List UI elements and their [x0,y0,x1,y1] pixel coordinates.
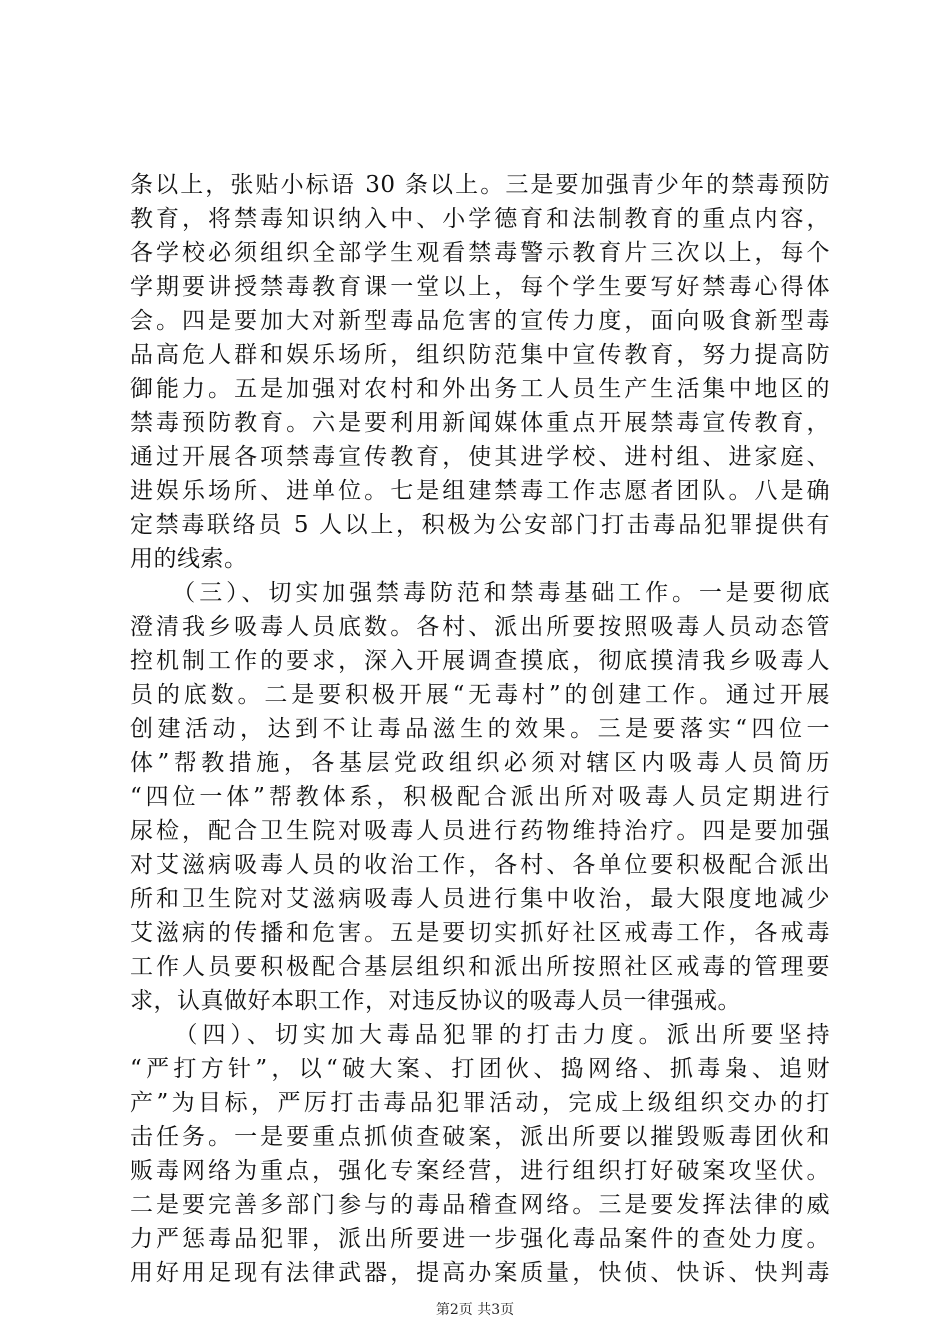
paragraph-heading-4: （四）、切实加大毒品犯罪的打击力度。派出所要坚持 [130,1022,830,1048]
text-line: 艾滋病的传播和危害。五是要切实抓好社区戒毒工作，各戒毒 [130,920,830,946]
text-line: “严打方针”，以“破大案、打团伙、捣网络、抓毒枭、追财 [130,1056,830,1082]
text-line: 控机制工作的要求，深入开展调查摸底，彻底摸清我乡吸毒人 [130,648,830,674]
text-line: 澄清我乡吸毒人员底数。各村、派出所要按照吸毒人员动态管 [130,614,830,640]
text-line: 力严惩毒品犯罪，派出所要进一步强化毒品案件的查处力度。 [130,1226,830,1252]
text-line: 创建活动，达到不让毒品滋生的效果。三是要落实“四位一 [130,716,830,742]
text-line: 教育，将禁毒知识纳入中、小学德育和法制教育的重点内容， [130,206,830,232]
text-line: “四位一体”帮教体系，积极配合派出所对吸毒人员定期进行 [130,784,830,810]
text-line: 体”帮教措施，各基层党政组织必须对辖区内吸毒人员简历 [130,750,830,776]
text-line: 工作人员要积极配合基层组织和派出所按照社区戒毒的管理要 [130,954,830,980]
text-line: 通过开展各项禁毒宣传教育，使其进学校、进村组、进家庭、 [130,444,830,470]
text-line: 对艾滋病吸毒人员的收治工作，各村、各单位要积极配合派出 [130,852,830,878]
text-line: 学期要讲授禁毒教育课一堂以上，每个学生要写好禁毒心得体 [130,274,830,300]
text-line: 品高危人群和娱乐场所，组织防范集中宣传教育，努力提高防 [130,342,830,368]
text-line: 条以上，张贴小标语 30 条以上。三是要加强青少年的禁毒预防 [130,172,830,198]
page-footer: 第2页 共3页 [435,1302,515,1318]
text-line: 各学校必须组织全部学生观看禁毒警示教育片三次以上，每个 [130,240,830,266]
text-line: 求，认真做好本职工作，对违反协议的吸毒人员一律强戒。 [130,988,741,1014]
text-line: 用好用足现有法律武器，提高办案质量，快侦、快诉、快判毒 [130,1260,830,1286]
text-line: 贩毒网络为重点，强化专案经营，进行组织打好破案攻坚伏。 [130,1158,830,1184]
text-line: 员的底数。二是要积极开展“无毒村”的创建工作。通过开展 [130,682,830,708]
paragraph-heading-3: （三）、切实加强禁毒防范和禁毒基础工作。一是要彻底 [130,580,830,606]
text-line: 御能力。五是加强对农村和外出务工人员生产生活集中地区的 [130,376,830,402]
text-line: 击任务。一是要重点抓侦查破案，派出所要以摧毁贩毒团伙和 [130,1124,830,1150]
text-line: 产”为目标，严厉打击毒品犯罪活动，完成上级组织交办的打 [130,1090,830,1116]
text-line: 二是要完善多部门参与的毒品稽查网络。三是要发挥法律的威 [130,1192,830,1218]
text-line: 进娱乐场所、进单位。七是组建禁毒工作志愿者团队。八是确 [130,478,830,504]
text-line: 所和卫生院对艾滋病吸毒人员进行集中收治，最大限度地减少 [130,886,830,912]
text-line: 禁毒预防教育。六是要利用新闻媒体重点开展禁毒宣传教育， [130,410,830,436]
text-line: 用的线索。 [130,546,248,572]
text-line: 定禁毒联络员 5 人以上，积极为公安部门打击毒品犯罪提供有 [130,512,830,538]
text-line: 会。四是要加大对新型毒品危害的宣传力度，面向吸食新型毒 [130,308,830,334]
text-line: 尿检，配合卫生院对吸毒人员进行药物维持治疗。四是要加强 [130,818,830,844]
